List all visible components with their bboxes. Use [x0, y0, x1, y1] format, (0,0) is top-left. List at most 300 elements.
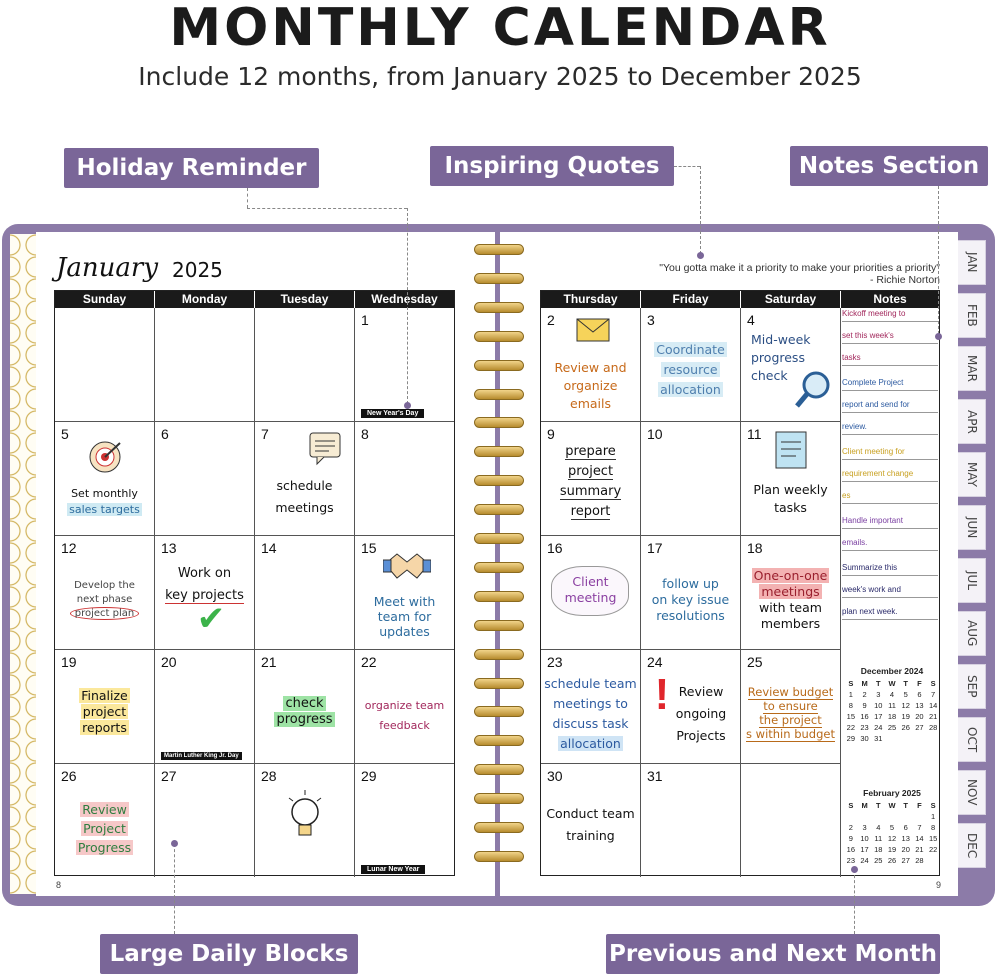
day-number: 9	[547, 426, 555, 442]
mini-day: 19	[887, 845, 897, 854]
day-number: 31	[647, 768, 663, 784]
note-line: project	[567, 464, 614, 479]
day-number: 25	[747, 654, 763, 670]
day-cell-13[interactable]	[155, 536, 255, 650]
spiral-ring	[474, 764, 524, 775]
tab-apr[interactable]: APR	[958, 399, 986, 444]
note-line: One-on-one	[753, 568, 828, 583]
note-line: with team	[759, 600, 822, 615]
mini-day: 26	[887, 856, 897, 865]
day-number: 18	[747, 540, 763, 556]
mini-day: 11	[874, 834, 883, 843]
mini-weekday: S	[848, 801, 854, 810]
tab-sep[interactable]: SEP	[958, 664, 986, 709]
note-entry: report and send for	[842, 398, 938, 413]
tab-feb[interactable]: FEB	[958, 293, 986, 338]
leader-line	[854, 870, 855, 934]
note-line: organize	[563, 378, 618, 393]
note-line: resolutions	[656, 608, 725, 623]
mini-calendar-next	[844, 788, 940, 866]
quote-author: - Richie Norton	[869, 274, 940, 286]
day-cell-18[interactable]	[741, 536, 841, 650]
mini-day: 30	[860, 734, 869, 743]
note-line: project plan	[70, 607, 139, 620]
mini-day: 28	[915, 856, 924, 865]
weekday-header-right	[541, 291, 939, 308]
note-line: key projects	[165, 588, 244, 603]
spiral-ring	[474, 620, 524, 631]
note-line: Conduct team	[546, 806, 635, 821]
note-entry: Kickoff meeting to	[842, 307, 938, 322]
mini-day: 14	[915, 834, 924, 843]
mini-weekday: W	[888, 801, 896, 810]
mini-day: 21	[915, 845, 924, 854]
note-entry: Complete Project	[842, 376, 938, 391]
day-number: 26	[61, 768, 77, 784]
note-entry: plan next week.	[842, 605, 938, 620]
note-entry: week's work and	[842, 583, 938, 598]
mini-day: 17	[874, 712, 883, 721]
mini-day: 9	[862, 701, 867, 710]
leader-line	[247, 208, 407, 209]
note-line: the project	[759, 713, 822, 727]
mini-day: 10	[860, 834, 869, 843]
mini-day: 1	[848, 690, 853, 699]
note-line: Progress	[77, 840, 132, 855]
day-cell-27[interactable]	[155, 764, 255, 877]
mini-day: 9	[848, 834, 853, 843]
notes-header: Notes	[873, 292, 907, 306]
note-entry: review.	[842, 420, 938, 435]
day-number: 16	[547, 540, 563, 556]
note-line: check	[751, 368, 788, 383]
note-entry: emails.	[842, 536, 938, 551]
inspiring-quotes-label: Inspiring Quotes	[430, 146, 674, 186]
note-line: Review budget	[747, 685, 834, 699]
spiral-ring	[474, 417, 524, 428]
mini-day: 2	[862, 690, 867, 699]
day-number: 11	[747, 426, 762, 442]
tab-jan[interactable]: JAN	[958, 240, 986, 285]
day-cell-17[interactable]	[641, 536, 741, 650]
mini-day: 8	[848, 701, 853, 710]
mini-day: 3	[862, 823, 867, 832]
day-number: 19	[61, 654, 77, 670]
mini-day: 25	[874, 856, 883, 865]
notes-section-label: Notes Section	[790, 146, 988, 186]
note-line: Project	[83, 821, 126, 836]
note-line: s within budget	[746, 727, 835, 741]
mini-day: 8	[931, 823, 936, 832]
day-number: 17	[647, 540, 663, 556]
leader-line	[700, 166, 701, 254]
day-number: 10	[647, 426, 663, 442]
day-cell-3[interactable]	[641, 308, 741, 422]
note-line: discuss task	[552, 716, 629, 731]
note-line: schedule	[276, 478, 333, 493]
spiral-ring	[474, 360, 524, 371]
mini-day: 5	[889, 823, 895, 832]
spiral-ring	[474, 446, 524, 457]
leader-line	[938, 186, 939, 334]
day-cell-16[interactable]	[541, 536, 641, 650]
leader-line	[174, 844, 175, 934]
spiral-ring	[474, 735, 524, 746]
note-line: Set monthly	[71, 487, 138, 500]
day-number: 30	[547, 768, 563, 784]
note-entry: set this week's	[842, 329, 938, 344]
day-number: 29	[361, 768, 377, 784]
day-cell-22[interactable]	[355, 650, 454, 764]
mini-day: 11	[888, 701, 896, 710]
day-number: 6	[161, 426, 169, 442]
day-cell-29[interactable]	[355, 764, 454, 877]
note-line: prepare	[565, 444, 616, 459]
day-number: 15	[361, 540, 377, 556]
note-line: updates	[379, 624, 430, 639]
holiday-tag: New Year's Day	[361, 409, 424, 418]
page-number-right: 9	[936, 880, 942, 890]
day-cell-28[interactable]	[255, 764, 355, 877]
mini-calendar-grid	[844, 800, 940, 866]
spiral-ring	[474, 302, 524, 313]
note-line: follow up	[662, 576, 719, 591]
mini-day: 12	[887, 834, 897, 843]
mini-calendar-title: December 2024	[860, 666, 924, 676]
tab-jul[interactable]: JUL	[958, 558, 986, 603]
large-daily-blocks-label: Large Daily Blocks	[100, 934, 358, 974]
exclamation-icon: !	[654, 670, 670, 719]
day-cell-15[interactable]	[355, 536, 454, 650]
checkmark-icon: ✔	[196, 600, 226, 638]
day-cell-31[interactable]	[641, 764, 741, 877]
leader-dot	[404, 402, 411, 409]
spiral-ring	[474, 678, 524, 689]
mini-blank	[871, 811, 885, 822]
mini-day: 16	[860, 712, 869, 721]
target-icon	[87, 440, 123, 480]
mini-day: 13	[915, 701, 924, 710]
mini-weekday: T	[903, 679, 908, 688]
note-line: allocation	[660, 382, 721, 397]
tab-nov[interactable]: NOV	[958, 770, 986, 815]
month-name: January	[56, 253, 159, 283]
note-line: organize team	[364, 699, 445, 712]
mini-day: 12	[901, 701, 910, 710]
mini-blank	[913, 811, 927, 822]
weekday-thursday: Thursday	[541, 291, 641, 308]
tab-dec[interactable]: DEC	[958, 823, 986, 868]
mini-day: 15	[928, 834, 938, 843]
note-line: report	[570, 504, 611, 519]
tab-may[interactable]: MAY	[958, 452, 986, 497]
note-line: resource	[663, 362, 718, 377]
day-cell-empty	[255, 308, 355, 422]
mini-day: 15	[846, 712, 856, 721]
mini-weekday: T	[875, 801, 881, 810]
mini-blank	[885, 811, 899, 822]
day-cell-8[interactable]	[355, 422, 454, 536]
day-cell-10[interactable]	[641, 422, 741, 536]
leader-line	[247, 188, 248, 208]
day-number: 5	[61, 426, 69, 442]
mini-day: 24	[860, 856, 869, 865]
note-line: reports	[82, 720, 127, 735]
note-line: team for	[377, 609, 432, 624]
mini-day: 18	[874, 845, 883, 854]
note-line: project	[82, 704, 127, 719]
day-cell-19[interactable]	[55, 650, 155, 764]
day-number: 13	[161, 540, 177, 556]
mini-day: 6	[917, 690, 922, 699]
holiday-tag: Martin Luther King Jr. Day	[161, 752, 242, 760]
mini-day: 13	[901, 834, 910, 843]
spiral-ring	[474, 475, 524, 486]
mini-day: 1	[931, 812, 936, 821]
mini-day: 16	[846, 845, 856, 854]
mini-weekday: M	[861, 801, 868, 810]
mini-day: 6	[903, 823, 908, 832]
mini-day: 4	[889, 690, 895, 699]
leader-dot	[935, 333, 942, 340]
mini-day: 24	[874, 723, 883, 732]
day-number: 1	[361, 312, 369, 328]
note-line: meetings	[275, 500, 334, 515]
mini-calendar-previous	[844, 666, 940, 744]
note-entry: Handle important	[842, 514, 938, 529]
mini-day: 26	[901, 723, 910, 732]
mini-day: 17	[860, 845, 869, 854]
day-cell-23[interactable]	[541, 650, 641, 764]
handshake-icon	[383, 550, 431, 590]
mini-blank	[899, 811, 913, 822]
mini-weekday: S	[930, 679, 936, 688]
spiral-ring	[474, 851, 524, 862]
day-cell-empty	[55, 308, 155, 422]
mini-calendar-title: February 2025	[863, 788, 921, 798]
note-line: Review	[82, 802, 127, 817]
note-line: allocation	[560, 736, 621, 751]
day-cell-12[interactable]	[55, 536, 155, 650]
day-cell-11[interactable]	[741, 422, 841, 536]
day-number: 2	[547, 312, 555, 328]
mini-day: 28	[928, 723, 938, 732]
day-number: 4	[747, 312, 755, 328]
weekday-saturday: Saturday	[741, 291, 841, 308]
day-number: 22	[361, 654, 377, 670]
month-year: 2025	[172, 258, 223, 282]
leader-dot	[171, 840, 178, 847]
note-line: summary	[559, 484, 622, 499]
spiral-ring	[474, 793, 524, 804]
holiday-tag: Lunar New Year	[361, 865, 425, 874]
notepad-icon	[771, 430, 811, 476]
note-entry: tasks	[842, 351, 938, 366]
previous-next-month-label: Previous and Next Month	[606, 934, 940, 974]
day-number: 14	[261, 540, 277, 556]
mini-weekday: T	[875, 679, 881, 688]
leader-line	[407, 208, 408, 404]
day-cell-30[interactable]	[541, 764, 641, 877]
mini-weekday: W	[888, 679, 896, 688]
weekday-monday: Monday	[155, 291, 255, 308]
mini-weekday: F	[917, 801, 922, 810]
tab-aug[interactable]: AUG	[958, 611, 986, 656]
leader-dot	[697, 252, 704, 259]
day-cell-5[interactable]	[55, 422, 155, 536]
mini-day: 21	[928, 712, 938, 721]
day-cell-20[interactable]	[155, 650, 255, 764]
note-line: Meet with	[373, 594, 436, 609]
mini-day: 14	[928, 701, 938, 710]
page-number-left: 8	[56, 880, 62, 890]
mini-day: 22	[846, 723, 856, 732]
mini-day: 18	[887, 712, 897, 721]
day-number: 3	[647, 312, 655, 328]
mini-day: 25	[887, 723, 897, 732]
day-cell-empty	[741, 764, 841, 877]
day-cell-26[interactable]	[55, 764, 155, 877]
day-number: 20	[161, 654, 177, 670]
tab-oct[interactable]: OCT	[958, 717, 986, 762]
spiral-ring	[474, 822, 524, 833]
note-line: schedule team	[544, 676, 637, 691]
day-cell-21[interactable]	[255, 650, 355, 764]
day-number: 23	[547, 654, 563, 670]
note-line: Client	[572, 574, 609, 589]
day-cell-4[interactable]	[741, 308, 841, 422]
note-line: to ensure	[763, 699, 818, 713]
mini-calendar-grid	[844, 678, 940, 744]
note-entry: requirement change	[842, 467, 938, 482]
note-entry: es	[842, 489, 938, 504]
month-tabs	[958, 240, 988, 880]
note-line: feedback	[379, 719, 430, 732]
mini-weekday: S	[848, 679, 854, 688]
inspiring-quote: "You gotta make it a priority to make your priorities a priority"	[659, 262, 940, 274]
day-cell-7[interactable]	[255, 422, 355, 536]
mini-day: 3	[876, 690, 881, 699]
mini-day: 10	[874, 701, 883, 710]
mini-day: 5	[903, 690, 908, 699]
spiral-ring	[474, 533, 524, 544]
note-line: next phase	[76, 594, 133, 605]
note-line: Plan weekly	[753, 482, 828, 497]
weekday-friday: Friday	[641, 291, 741, 308]
spiral-ring	[474, 389, 524, 400]
magnifier-icon	[793, 370, 833, 416]
note-line: meeting	[564, 590, 617, 605]
note-line: Review and	[554, 360, 627, 375]
mini-day: 23	[860, 723, 869, 732]
day-number: 8	[361, 426, 369, 442]
lightbulb-icon	[285, 790, 325, 852]
day-number: 12	[61, 540, 77, 556]
day-cell-2[interactable]	[541, 308, 641, 422]
mini-weekday: S	[930, 801, 936, 810]
day-number: 28	[261, 768, 277, 784]
page-title: MONTHLY CALENDAR	[169, 0, 831, 58]
day-cell-6[interactable]	[155, 422, 255, 536]
mini-blank	[844, 811, 858, 822]
weekday-header-left	[55, 291, 454, 308]
envelope-icon	[575, 318, 611, 348]
spiral-ring	[474, 562, 524, 573]
weekday-tuesday: Tuesday	[255, 291, 355, 308]
note-line: Finalize	[81, 688, 128, 703]
spiral-ring	[474, 504, 524, 515]
holiday-reminder-label: Holiday Reminder	[64, 148, 319, 188]
note-line: check	[285, 696, 324, 711]
day-number: 24	[647, 654, 663, 670]
note-line: ongoing	[675, 706, 727, 721]
mini-day: 22	[928, 845, 938, 854]
weekday-sunday: Sunday	[55, 291, 155, 308]
mini-blank	[858, 811, 872, 822]
chat-icon	[305, 430, 345, 472]
mini-day: 27	[901, 856, 910, 865]
day-cell-empty	[155, 308, 255, 422]
note-line: emails	[570, 396, 611, 411]
note-line: on key issue	[651, 592, 730, 607]
weekday-wednesday: Wednesday	[371, 292, 438, 306]
mini-day: 4	[876, 823, 881, 832]
leader-line	[674, 166, 700, 167]
note-line: meetings	[761, 584, 820, 599]
day-cell-24[interactable]	[641, 650, 741, 764]
day-number: 7	[261, 426, 269, 442]
spiral-ring	[474, 244, 524, 255]
spiral-ring	[474, 591, 524, 602]
mini-day: 2	[848, 823, 853, 832]
spiral-ring	[474, 706, 524, 717]
mini-day: 20	[901, 845, 910, 854]
calendar-grid-left	[54, 290, 455, 876]
leader-dot	[851, 866, 858, 873]
note-line: Mid-week	[751, 332, 811, 347]
note-line: training	[566, 828, 615, 843]
note-line: sales targets	[69, 503, 140, 516]
mini-day: 29	[846, 734, 856, 743]
page-subtitle: Include 12 months, from January 2025 to December 2025	[138, 62, 862, 91]
day-cell-14[interactable]	[255, 536, 355, 650]
tab-mar[interactable]: MAR	[958, 346, 986, 391]
day-cell-25[interactable]	[741, 650, 841, 764]
day-number: 21	[261, 654, 277, 670]
note-line: Work on	[177, 566, 232, 581]
mini-day: 7	[917, 823, 922, 832]
page-edge-pattern	[10, 234, 36, 894]
note-line: progress	[276, 712, 333, 727]
mini-day: 19	[901, 712, 910, 721]
note-line: Projects	[676, 728, 726, 743]
note-line: Coordinate	[656, 342, 725, 357]
spiral-ring	[474, 331, 524, 342]
tab-jun[interactable]: JUN	[958, 505, 986, 550]
mini-day: 31	[874, 734, 883, 743]
note-line: members	[760, 616, 821, 631]
mini-day: 23	[846, 856, 856, 865]
note-line: Develop the	[74, 580, 135, 591]
day-cell-9[interactable]	[541, 422, 641, 536]
spiral-ring	[474, 273, 524, 284]
spiral-ring	[474, 649, 524, 660]
day-number: 27	[161, 768, 177, 784]
note-line: Review	[678, 684, 724, 699]
mini-day: 27	[915, 723, 924, 732]
mini-day: 7	[931, 690, 936, 699]
mini-weekday: T	[903, 801, 908, 810]
